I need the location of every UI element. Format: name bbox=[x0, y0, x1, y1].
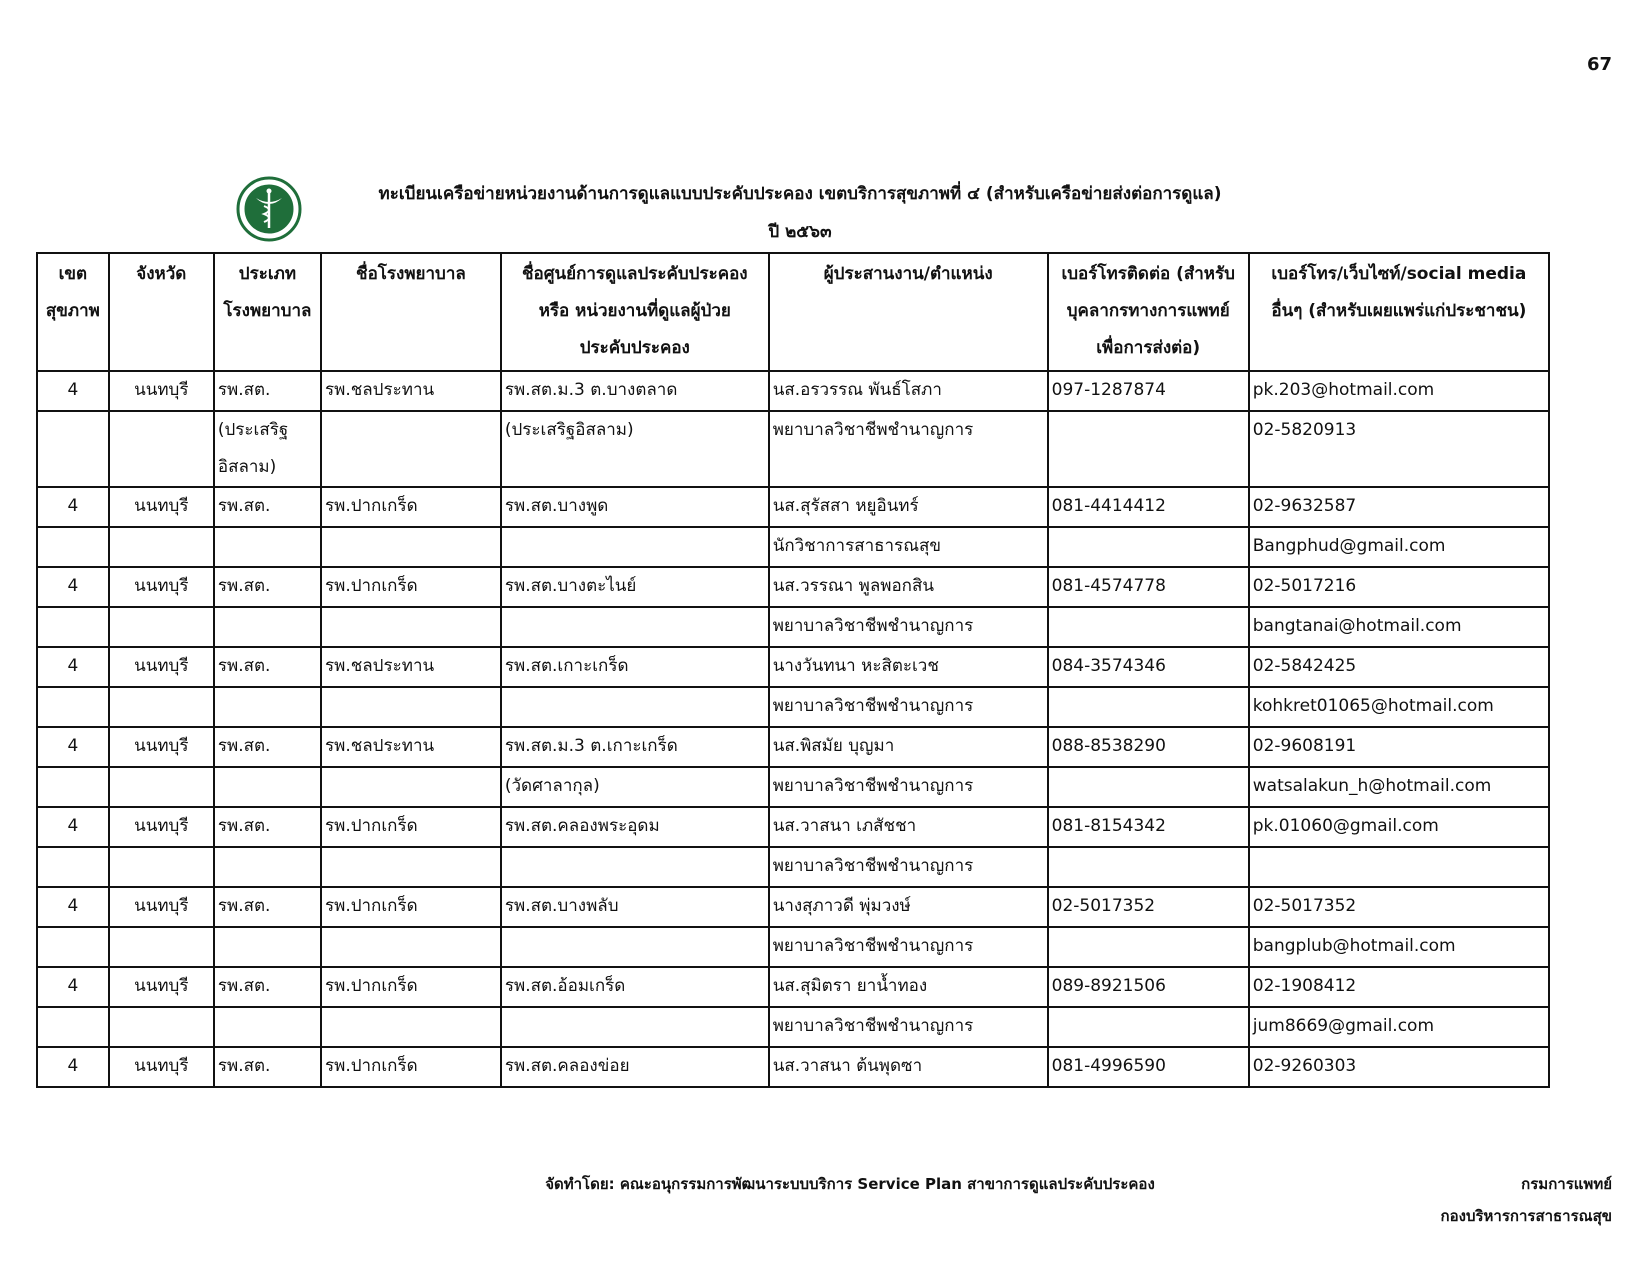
cell-line: 02-9632587 bbox=[1252, 496, 1357, 516]
cell-line: รพ.สต. bbox=[217, 656, 271, 676]
table-row bbox=[37, 807, 1549, 847]
cell-line: รพ.สต.ม.3 ต.เกาะเกร็ด bbox=[504, 736, 678, 756]
cell-coordinator bbox=[769, 371, 1048, 411]
cell-line: รพ.ปากเกร็ด bbox=[324, 1056, 418, 1076]
cell-line: รพ.ชลประทาน bbox=[324, 736, 435, 756]
cell-staff-phone bbox=[1048, 371, 1249, 411]
cell-coordinator bbox=[769, 927, 1048, 967]
cell-line: 081-4414412 bbox=[1051, 496, 1166, 516]
table-row bbox=[37, 967, 1549, 1007]
header-coordinator bbox=[769, 253, 1048, 371]
cell-hospital-type bbox=[214, 567, 321, 607]
cell-line: 4 bbox=[67, 380, 79, 400]
cell-province bbox=[109, 767, 214, 807]
cell-staff-phone bbox=[1048, 567, 1249, 607]
cell-line: (ประเสริฐอิสลาม) bbox=[504, 420, 634, 440]
cell-public-contact bbox=[1249, 927, 1549, 967]
cell-hospital-type bbox=[214, 527, 321, 567]
cell-line: รพ.สต.ม.3 ต.บางตลาด bbox=[504, 380, 678, 400]
cell-hospital-type bbox=[214, 687, 321, 727]
cell-staff-phone bbox=[1048, 927, 1249, 967]
cell-hospital-name bbox=[321, 727, 501, 767]
cell-coordinator bbox=[769, 1047, 1048, 1087]
cell-health-region bbox=[37, 1007, 109, 1047]
cell-line: รพ.สต. bbox=[217, 496, 271, 516]
cell-line: รพ.สต.คลองข่อย bbox=[504, 1056, 630, 1076]
cell-coordinator bbox=[769, 687, 1048, 727]
cell-palliative-center bbox=[501, 607, 769, 647]
cell-coordinator bbox=[769, 527, 1048, 567]
table-header-row bbox=[37, 253, 1549, 371]
cell-hospital-name bbox=[321, 487, 501, 527]
cell-line: พยาบาลวิชาชีพชำนาญการ bbox=[772, 696, 974, 716]
cell-palliative-center bbox=[501, 807, 769, 847]
header-line: สุขภาพ bbox=[45, 301, 100, 321]
header-line: ประคับประคอง bbox=[579, 338, 690, 358]
table-row bbox=[37, 1007, 1549, 1047]
cell-line: 081-8154342 bbox=[1051, 816, 1166, 836]
cell-palliative-center bbox=[501, 687, 769, 727]
cell-line: 02-5842425 bbox=[1252, 656, 1357, 676]
table-row bbox=[37, 527, 1549, 567]
cell-public-contact bbox=[1249, 567, 1549, 607]
cell-palliative-center bbox=[501, 847, 769, 887]
cell-hospital-name bbox=[321, 411, 501, 487]
cell-palliative-center bbox=[501, 967, 769, 1007]
header-line: ผู้ประสานงาน/ตำแหน่ง bbox=[823, 264, 993, 284]
header-line: อื่นๆ (สำหรับเผยแพร่แก่ประชาชน) bbox=[1271, 301, 1527, 321]
cell-line: นส.วรรณา พูลพอกสิน bbox=[772, 576, 934, 596]
cell-line: 088-8538290 bbox=[1051, 736, 1166, 756]
cell-hospital-type bbox=[214, 767, 321, 807]
cell-public-contact bbox=[1249, 687, 1549, 727]
cell-line: รพ.สต. bbox=[217, 816, 271, 836]
cell-hospital-type bbox=[214, 371, 321, 411]
cell-line: พยาบาลวิชาชีพชำนาญการ bbox=[772, 776, 974, 796]
cell-hospital-name bbox=[321, 887, 501, 927]
cell-line: พยาบาลวิชาชีพชำนาญการ bbox=[772, 1016, 974, 1036]
cell-health-region bbox=[37, 411, 109, 487]
cell-line: รพ.สต. bbox=[217, 976, 271, 996]
cell-line: 02-1908412 bbox=[1252, 976, 1357, 996]
cell-line: พยาบาลวิชาชีพชำนาญการ bbox=[772, 420, 974, 440]
cell-province bbox=[109, 607, 214, 647]
cell-hospital-type bbox=[214, 967, 321, 1007]
cell-hospital-name bbox=[321, 847, 501, 887]
cell-line: รพ.สต.อ้อมเกร็ด bbox=[504, 976, 626, 996]
document-year: ปี ๒๕๖๓ bbox=[768, 222, 832, 242]
cell-line: นนทบุรี bbox=[134, 896, 189, 916]
table-row bbox=[37, 647, 1549, 687]
cell-hospital-type bbox=[214, 847, 321, 887]
cell-province bbox=[109, 927, 214, 967]
cell-line: bangtanai@hotmail.com bbox=[1252, 616, 1462, 636]
cell-province bbox=[109, 1047, 214, 1087]
cell-line: รพ.สต. bbox=[217, 576, 271, 596]
cell-coordinator bbox=[769, 487, 1048, 527]
cell-hospital-name bbox=[321, 647, 501, 687]
cell-province bbox=[109, 567, 214, 607]
cell-line: พยาบาลวิชาชีพชำนาญการ bbox=[772, 616, 974, 636]
footer-division: กองบริหารการสาธารณสุข bbox=[1440, 1207, 1612, 1225]
cell-line: 02-9608191 bbox=[1252, 736, 1357, 756]
cell-line: นนทบุรี bbox=[134, 816, 189, 836]
cell-province bbox=[109, 887, 214, 927]
cell-public-contact bbox=[1249, 487, 1549, 527]
cell-line: นางวันทนา หะสิตะเวช bbox=[772, 656, 939, 676]
cell-line: 081-4574778 bbox=[1051, 576, 1166, 596]
cell-hospital-name bbox=[321, 1007, 501, 1047]
cell-public-contact bbox=[1249, 767, 1549, 807]
cell-line: รพ.สต.บางพลับ bbox=[504, 896, 619, 916]
cell-hospital-type bbox=[214, 487, 321, 527]
cell-coordinator bbox=[769, 767, 1048, 807]
cell-staff-phone bbox=[1048, 687, 1249, 727]
cell-coordinator bbox=[769, 1007, 1048, 1047]
table-body bbox=[37, 371, 1549, 1087]
cell-line: รพ.สต. bbox=[217, 896, 271, 916]
cell-palliative-center bbox=[501, 887, 769, 927]
header-line: ชื่อโรงพยาบาล bbox=[356, 264, 466, 284]
cell-line: รพ.ปากเกร็ด bbox=[324, 896, 418, 916]
cell-hospital-type bbox=[214, 607, 321, 647]
cell-line: 081-4996590 bbox=[1051, 1056, 1166, 1076]
cell-hospital-type bbox=[214, 927, 321, 967]
cell-line: นนทบุรี bbox=[134, 496, 189, 516]
cell-line: นนทบุรี bbox=[134, 976, 189, 996]
header-hospital-name bbox=[321, 253, 501, 371]
table-row bbox=[37, 1047, 1549, 1087]
cell-coordinator bbox=[769, 967, 1048, 1007]
footer-prepared-by: จัดทำโดย: คณะอนุกรรมการพัฒนาระบบบริการ Service Plan สาขาการดูแลประคับประคอง bbox=[545, 1175, 1155, 1193]
cell-hospital-name bbox=[321, 567, 501, 607]
cell-province bbox=[109, 647, 214, 687]
cell-line: 4 bbox=[67, 736, 79, 756]
table-row bbox=[37, 687, 1549, 727]
cell-palliative-center bbox=[501, 927, 769, 967]
header-line: บุคลากรทางการแพทย์ bbox=[1066, 301, 1230, 321]
cell-hospital-name bbox=[321, 607, 501, 647]
header-line: ประเภท bbox=[238, 264, 297, 284]
cell-province bbox=[109, 727, 214, 767]
cell-line: รพ.ปากเกร็ด bbox=[324, 816, 418, 836]
cell-line: นส.สุรัสสา หยูอินทร์ bbox=[772, 496, 919, 516]
cell-line: รพ.ชลประทาน bbox=[324, 656, 435, 676]
cell-line: นนทบุรี bbox=[134, 1056, 189, 1076]
cell-health-region bbox=[37, 567, 109, 607]
header-line: เขต bbox=[58, 264, 88, 284]
header-line: หรือ หน่วยงานที่ดูแลผู้ป่วย bbox=[538, 301, 731, 321]
cell-line: watsalakun_h@hotmail.com bbox=[1252, 776, 1492, 796]
cell-line: นส.อรวรรณ พันธ์โสภา bbox=[772, 380, 942, 400]
cell-public-contact bbox=[1249, 371, 1549, 411]
cell-health-region bbox=[37, 1047, 109, 1087]
cell-hospital-type bbox=[214, 807, 321, 847]
cell-line: 084-3574346 bbox=[1051, 656, 1166, 676]
cell-province bbox=[109, 487, 214, 527]
cell-hospital-name bbox=[321, 767, 501, 807]
header-line: จังหวัด bbox=[136, 264, 187, 284]
cell-line: Bangphud@gmail.com bbox=[1252, 536, 1446, 556]
cell-line: รพ.สต.เกาะเกร็ด bbox=[504, 656, 629, 676]
cell-hospital-name bbox=[321, 1047, 501, 1087]
cell-hospital-type bbox=[214, 727, 321, 767]
cell-line: นางสุภาวดี พุ่มวงษ์ bbox=[772, 896, 911, 916]
cell-staff-phone bbox=[1048, 847, 1249, 887]
ministry-seal-logo bbox=[236, 176, 302, 242]
cell-public-contact bbox=[1249, 527, 1549, 567]
cell-line: (วัดศาลากุล) bbox=[504, 776, 600, 796]
cell-line: (ประเสริฐ bbox=[217, 420, 289, 440]
cell-line: 4 bbox=[67, 576, 79, 596]
cell-palliative-center bbox=[501, 767, 769, 807]
cell-public-contact bbox=[1249, 411, 1549, 487]
cell-staff-phone bbox=[1048, 887, 1249, 927]
cell-health-region bbox=[37, 487, 109, 527]
cell-palliative-center bbox=[501, 647, 769, 687]
cell-province bbox=[109, 807, 214, 847]
cell-hospital-name bbox=[321, 687, 501, 727]
cell-public-contact bbox=[1249, 647, 1549, 687]
cell-coordinator bbox=[769, 607, 1048, 647]
cell-line: นนทบุรี bbox=[134, 656, 189, 676]
cell-palliative-center bbox=[501, 727, 769, 767]
cell-health-region bbox=[37, 607, 109, 647]
cell-province bbox=[109, 527, 214, 567]
cell-palliative-center bbox=[501, 1007, 769, 1047]
table-row bbox=[37, 887, 1549, 927]
cell-line: 4 bbox=[67, 896, 79, 916]
cell-staff-phone bbox=[1048, 527, 1249, 567]
cell-health-region bbox=[37, 887, 109, 927]
cell-line: นส.พิสมัย บุญมา bbox=[772, 736, 895, 756]
cell-hospital-type bbox=[214, 887, 321, 927]
network-registry-table bbox=[36, 252, 1550, 1088]
cell-line: นส.วาสนา ต้นพุดซา bbox=[772, 1056, 923, 1076]
cell-staff-phone bbox=[1048, 1047, 1249, 1087]
header-palliative-center bbox=[501, 253, 769, 371]
cell-coordinator bbox=[769, 727, 1048, 767]
cell-staff-phone bbox=[1048, 967, 1249, 1007]
page-number: 67 bbox=[1586, 54, 1612, 75]
cell-health-region bbox=[37, 807, 109, 847]
table-row bbox=[37, 727, 1549, 767]
cell-palliative-center bbox=[501, 567, 769, 607]
cell-hospital-name bbox=[321, 927, 501, 967]
cell-hospital-name bbox=[321, 371, 501, 411]
cell-health-region bbox=[37, 967, 109, 1007]
cell-health-region bbox=[37, 847, 109, 887]
cell-palliative-center bbox=[501, 411, 769, 487]
footer-department: กรมการแพทย์ bbox=[1521, 1175, 1612, 1193]
cell-line: 4 bbox=[67, 496, 79, 516]
table-row bbox=[37, 847, 1549, 887]
cell-line: รพ.สต.บางพูด bbox=[504, 496, 609, 516]
cell-health-region bbox=[37, 527, 109, 567]
cell-line: รพ.สต.บางตะไนย์ bbox=[504, 576, 637, 596]
cell-line: 089-8921506 bbox=[1051, 976, 1166, 996]
cell-province bbox=[109, 411, 214, 487]
cell-line: นักวิชาการสาธารณสุข bbox=[772, 536, 941, 556]
cell-line: jum8669@gmail.com bbox=[1252, 1016, 1435, 1036]
cell-public-contact bbox=[1249, 967, 1549, 1007]
cell-line: รพ.ปากเกร็ด bbox=[324, 496, 418, 516]
cell-coordinator bbox=[769, 807, 1048, 847]
cell-line: รพ.สต.คลองพระอุดม bbox=[504, 816, 660, 836]
cell-palliative-center bbox=[501, 371, 769, 411]
cell-province bbox=[109, 687, 214, 727]
cell-health-region bbox=[37, 687, 109, 727]
document-title: ทะเบียนเครือข่ายหน่วยงานด้านการดูแลแบบประคับประคอง เขตบริการสุขภาพที่ ๔ (สำหรับเครือข่ายส่งต่อการดูแล) bbox=[378, 184, 1222, 204]
cell-province bbox=[109, 371, 214, 411]
cell-line: 4 bbox=[67, 656, 79, 676]
cell-line: รพ.ปากเกร็ด bbox=[324, 576, 418, 596]
cell-line: นส.สุมิตรา ยาน้ำทอง bbox=[772, 976, 928, 996]
cell-line: นนทบุรี bbox=[134, 736, 189, 756]
cell-staff-phone bbox=[1048, 411, 1249, 487]
cell-staff-phone bbox=[1048, 647, 1249, 687]
cell-hospital-type bbox=[214, 1047, 321, 1087]
cell-coordinator bbox=[769, 887, 1048, 927]
header-health-region bbox=[37, 253, 109, 371]
cell-line: 02-5820913 bbox=[1252, 420, 1357, 440]
cell-staff-phone bbox=[1048, 1007, 1249, 1047]
cell-line: รพ.ปากเกร็ด bbox=[324, 976, 418, 996]
header-line: เบอร์โทร/เว็บไซท์/social media bbox=[1271, 264, 1527, 284]
cell-palliative-center bbox=[501, 527, 769, 567]
header-staff-phone bbox=[1048, 253, 1249, 371]
cell-hospital-name bbox=[321, 527, 501, 567]
cell-staff-phone bbox=[1048, 767, 1249, 807]
header-line: โรงพยาบาล bbox=[223, 301, 312, 321]
cell-line: อิสลาม) bbox=[217, 457, 277, 477]
cell-health-region bbox=[37, 767, 109, 807]
table-row bbox=[37, 411, 1549, 487]
cell-hospital-name bbox=[321, 807, 501, 847]
cell-line: 4 bbox=[67, 976, 79, 996]
cell-coordinator bbox=[769, 411, 1048, 487]
cell-coordinator bbox=[769, 567, 1048, 607]
cell-line: 02-5017352 bbox=[1051, 896, 1156, 916]
cell-health-region bbox=[37, 727, 109, 767]
cell-line: รพ.สต. bbox=[217, 380, 271, 400]
header-line: ชื่อศูนย์การดูแลประคับประคอง bbox=[521, 264, 748, 284]
cell-staff-phone bbox=[1048, 727, 1249, 767]
cell-public-contact bbox=[1249, 1007, 1549, 1047]
cell-staff-phone bbox=[1048, 807, 1249, 847]
cell-line: pk.203@hotmail.com bbox=[1252, 380, 1435, 400]
table-row bbox=[37, 487, 1549, 527]
cell-hospital-type bbox=[214, 1007, 321, 1047]
table-row bbox=[37, 767, 1549, 807]
cell-line: kohkret01065@hotmail.com bbox=[1252, 696, 1494, 716]
cell-line: 097-1287874 bbox=[1051, 380, 1166, 400]
cell-coordinator bbox=[769, 847, 1048, 887]
cell-public-contact bbox=[1249, 607, 1549, 647]
cell-line: รพ.สต. bbox=[217, 1056, 271, 1076]
cell-line: 4 bbox=[67, 1056, 79, 1076]
header-hospital-type bbox=[214, 253, 321, 371]
cell-public-contact bbox=[1249, 847, 1549, 887]
cell-province bbox=[109, 1007, 214, 1047]
cell-health-region bbox=[37, 371, 109, 411]
header-province bbox=[109, 253, 214, 371]
cell-line: 4 bbox=[67, 816, 79, 836]
cell-public-contact bbox=[1249, 727, 1549, 767]
cell-public-contact bbox=[1249, 807, 1549, 847]
cell-province bbox=[109, 967, 214, 1007]
cell-line: 02-5017216 bbox=[1252, 576, 1357, 596]
cell-palliative-center bbox=[501, 1047, 769, 1087]
cell-palliative-center bbox=[501, 487, 769, 527]
header-line: เบอร์โทรติดต่อ (สำหรับ bbox=[1061, 264, 1235, 284]
cell-line: pk.01060@gmail.com bbox=[1252, 816, 1439, 836]
cell-line: นนทบุรี bbox=[134, 380, 189, 400]
cell-hospital-type bbox=[214, 647, 321, 687]
table-row bbox=[37, 371, 1549, 411]
table-row bbox=[37, 607, 1549, 647]
header-line: เพื่อการส่งต่อ) bbox=[1096, 338, 1201, 358]
cell-coordinator bbox=[769, 647, 1048, 687]
cell-public-contact bbox=[1249, 1047, 1549, 1087]
table-row bbox=[37, 567, 1549, 607]
cell-line: bangplub@hotmail.com bbox=[1252, 936, 1456, 956]
cell-line: พยาบาลวิชาชีพชำนาญการ bbox=[772, 936, 974, 956]
cell-public-contact bbox=[1249, 887, 1549, 927]
cell-line: 02-5017352 bbox=[1252, 896, 1357, 916]
cell-line: รพ.สต. bbox=[217, 736, 271, 756]
header-public-contact bbox=[1249, 253, 1549, 371]
cell-province bbox=[109, 847, 214, 887]
cell-line: 02-9260303 bbox=[1252, 1056, 1357, 1076]
cell-hospital-name bbox=[321, 967, 501, 1007]
cell-staff-phone bbox=[1048, 607, 1249, 647]
table-row bbox=[37, 927, 1549, 967]
cell-line: พยาบาลวิชาชีพชำนาญการ bbox=[772, 856, 974, 876]
cell-hospital-type bbox=[214, 411, 321, 487]
cell-health-region bbox=[37, 647, 109, 687]
cell-line: นส.วาสนา เภสัชชา bbox=[772, 816, 917, 836]
cell-staff-phone bbox=[1048, 487, 1249, 527]
cell-health-region bbox=[37, 927, 109, 967]
cell-line: นนทบุรี bbox=[134, 576, 189, 596]
cell-line: รพ.ชลประทาน bbox=[324, 380, 435, 400]
